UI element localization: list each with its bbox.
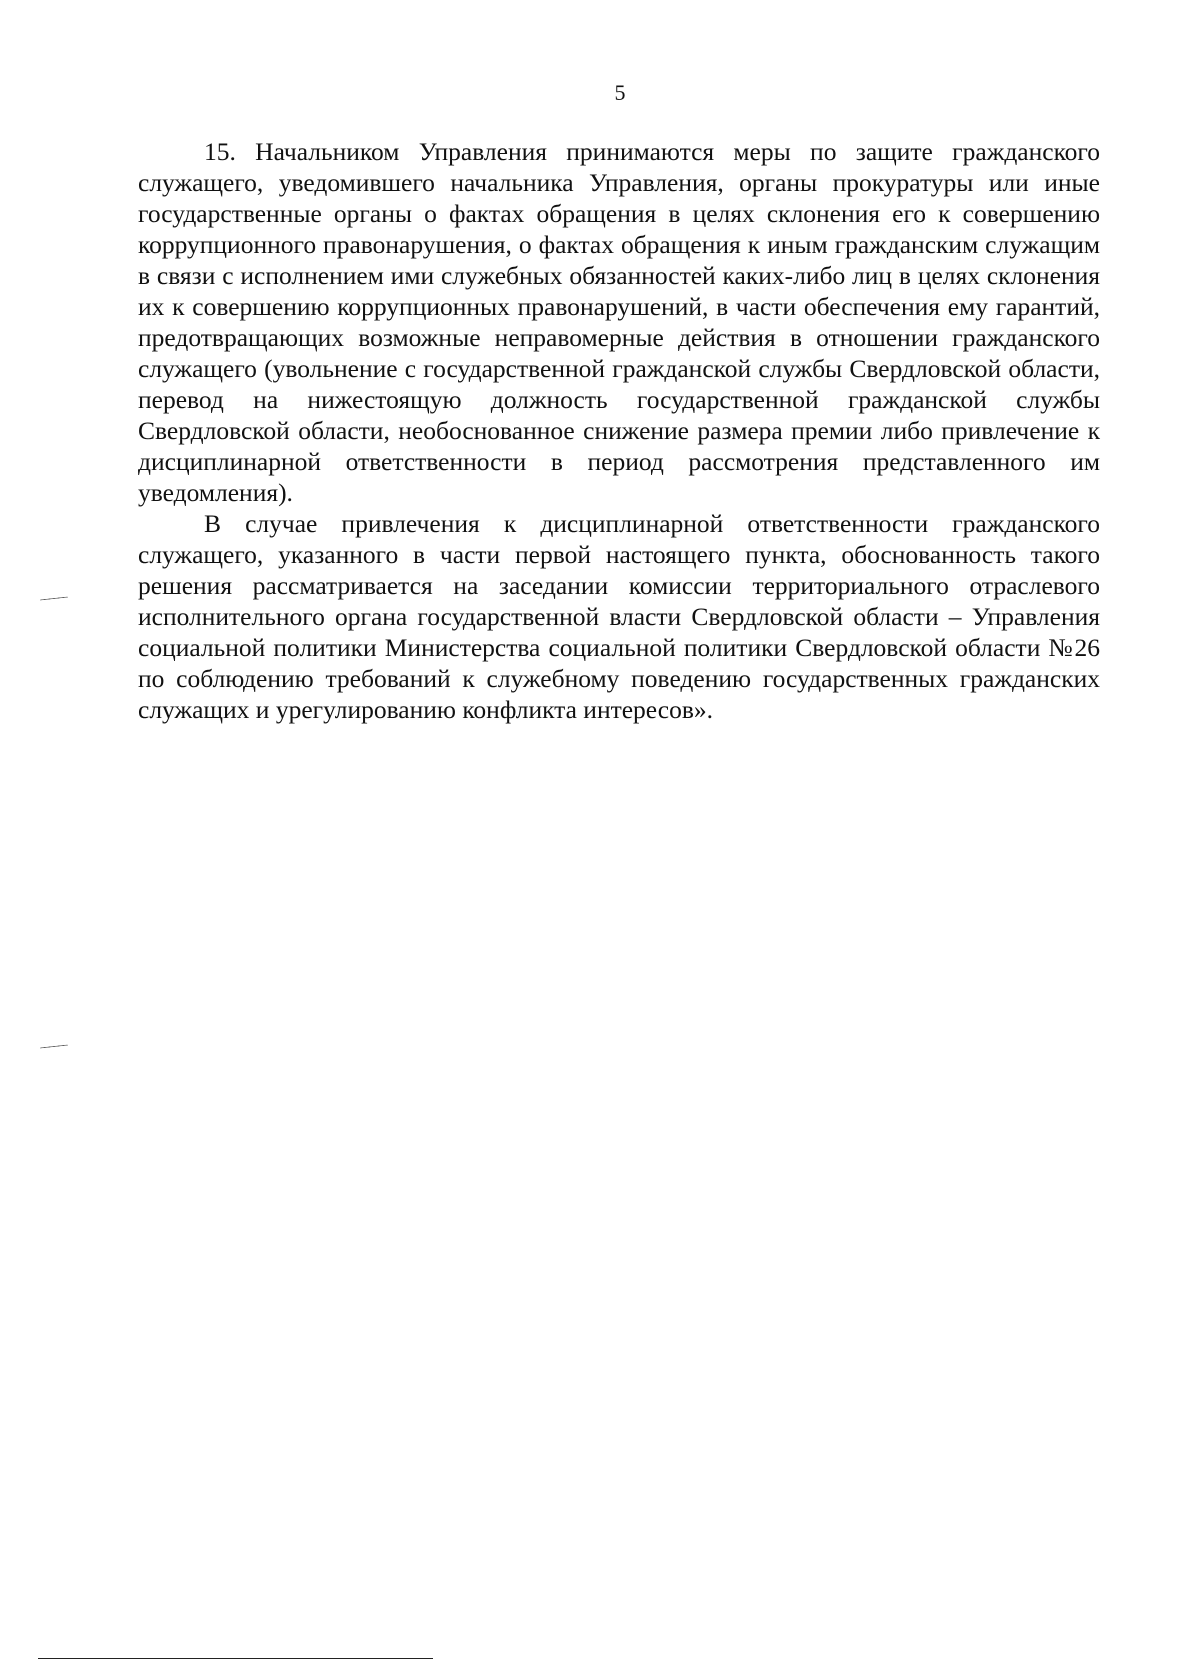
scan-artifact-mark [40, 597, 68, 601]
scan-artifact-mark [40, 1045, 68, 1049]
footnote-separator-line [38, 1658, 433, 1659]
paragraph-2: В случае привлечения к дисциплинарной ответственности гражданского служащего, указанного в части первой настоящего пункта, обоснованность такого решения рассматривается на заседании комиссии территориального отраслевого исполнительного органа государственной власти Свердловской области – Управления социальной политики Министерства социальной политики Свердловской области №26 по соблюдению требований к служебному поведению государственных гражданских служащих и урегулированию конфликта интересов». [138, 509, 1100, 724]
document-body [138, 136, 1100, 725]
page-number: 5 [614, 80, 626, 105]
paragraph-1: 15. Начальником Управления принимаются меры по защите гражданского служащего, уведомившего начальника Управления, органы прокуратуры или иные государственные органы о фактах обращения в целях склонения его к совершению коррупционного правонарушения, о фактах обращения к иным гражданским служащим в связи с исполнением ими служебных обязанностей каких-либо лиц в целях склонения их к совершению коррупционных правонарушений, в части обеспечения ему гарантий, предотвращающих возможные неправомерные действия в отношении гражданского служащего (увольнение с государственной гражданской службы Свердловской области, перевод на нижестоящую должность государственной гражданской службы Свердловской области, необоснованное снижение размера премии либо привлечение к дисциплинарной ответственности в период рассмотрения представленного им уведомления). [138, 137, 1100, 507]
